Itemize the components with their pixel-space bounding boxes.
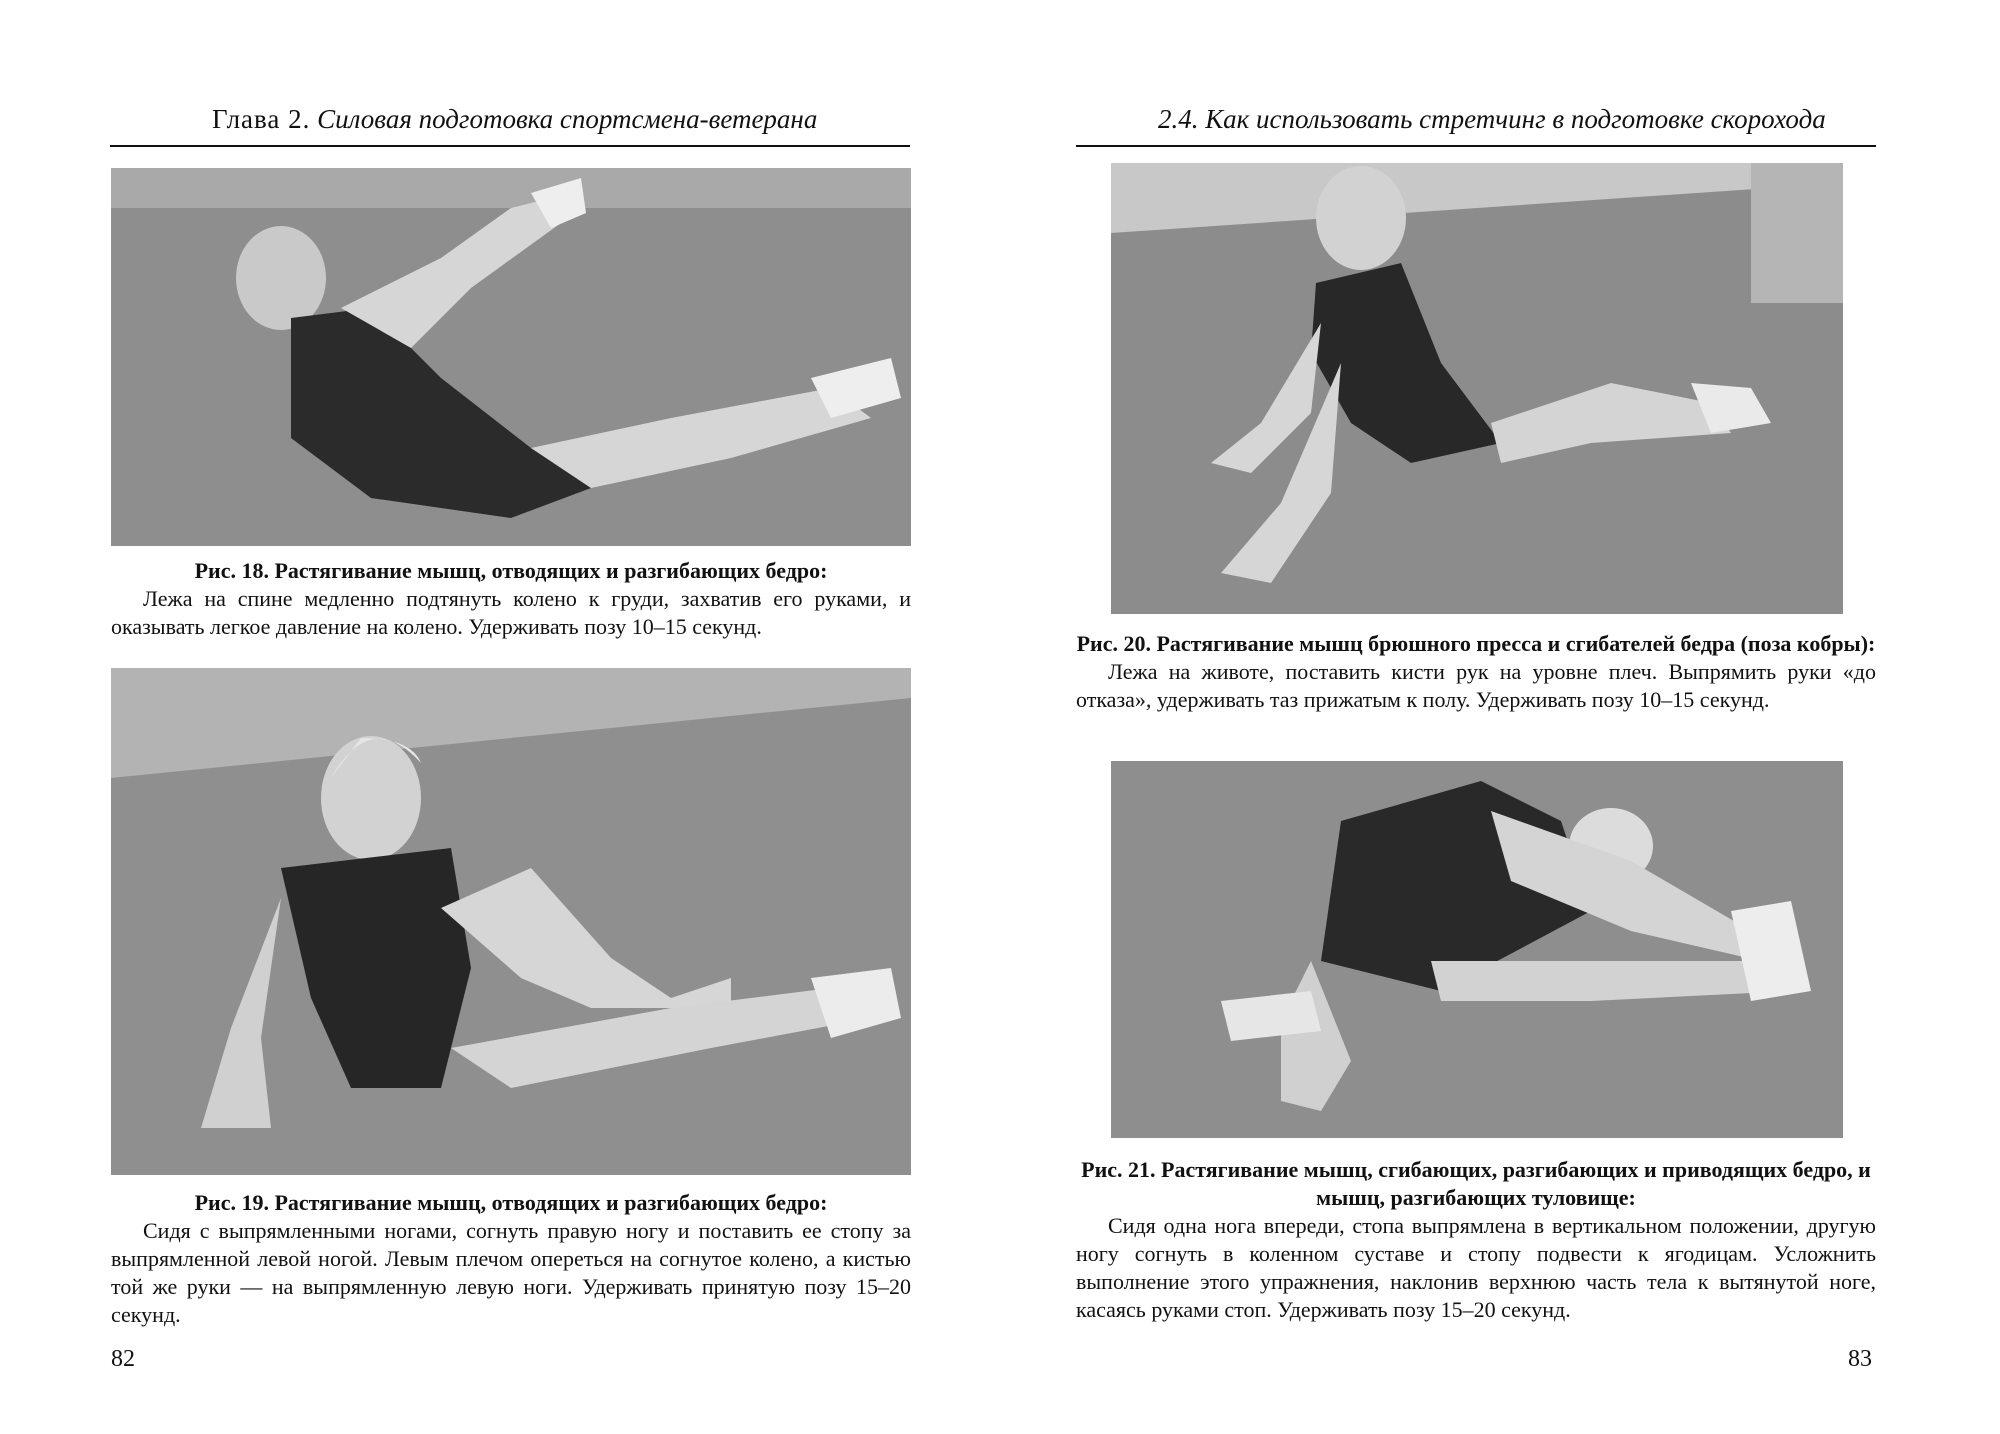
running-head-left xyxy=(212,102,817,136)
figure-19-title: Рис. 19. Растягивание мышц, отводящих и разгибающих бедро: xyxy=(194,1190,828,1215)
figure-21-caption xyxy=(1076,1156,1876,1324)
running-head-right xyxy=(1158,102,1826,136)
page-number-left: 82 xyxy=(111,1346,135,1372)
figure-19-photo xyxy=(111,668,911,1175)
figure-18-title: Рис. 18. Растягивание мышц, отводящих и разгибающих бедро: xyxy=(194,558,828,583)
right-page xyxy=(1000,0,2000,1434)
figure-19-caption xyxy=(111,1189,911,1329)
header-rule xyxy=(110,145,910,147)
figure-20-photo xyxy=(1111,163,1843,614)
page-number-right: 83 xyxy=(1848,1346,1872,1372)
header-rule xyxy=(1076,145,1876,147)
figure-18-caption xyxy=(111,557,911,641)
figure-18-photo xyxy=(111,168,911,546)
figure-20-caption xyxy=(1076,630,1876,714)
figure-21-title: Рис. 21. Растягивание мышц, сгибающих, разгибающих и приводящих бедро, и мышц, разгибающих туловище: xyxy=(1081,1157,1871,1210)
figure-21-text: Сидя одна нога впереди, стопа выпрямлена в вертикальном положении, другую ногу согнуть в коленном суставе и стопу подвести к ягодицам. Усложнить выполнение этого упражнения, наклонив верхнюю часть тела к вытянутой ноге, касаясь руками стоп. Удерживать позу 15–20 секунд. xyxy=(1076,1213,1876,1322)
lying-knee-pull-illustration xyxy=(111,168,911,546)
figure-20-title: Рис. 20. Растягивание мышц брюшного пресса и сгибателей бедра (поза кобры): xyxy=(1076,631,1876,656)
figure-18-text: Лежа на спине медленно подтянуть колено к груди, захватив его руками, и оказывать легкое давление на колено. Удерживать позу 10–15 секунд. xyxy=(111,586,911,639)
figure-19-text: Сидя с выпрямленными ногами, согнуть правую ногу и поставить ее стопу за выпрямленной левой ногой. Левым плечом опереться на согнутое колено, а кистью той же руки — на выпрямленную левую ноги. Удерживать принятую позу 15–20 секунд. xyxy=(111,1218,911,1327)
chapter-label: Глава 2. xyxy=(212,104,311,134)
section-title: 2.4. Как использовать стретчинг в подготовке скорохода xyxy=(1158,104,1826,134)
figure-20-text: Лежа на животе, поставить кисти рук на уровне плеч. Выпрямить руки «до отказа», удерживать таз прижатым к полу. Удерживать позу 10–15 секунд. xyxy=(1076,659,1876,712)
hurdler-stretch-illustration xyxy=(1111,761,1843,1138)
figure-21-photo xyxy=(1111,761,1843,1138)
cobra-pose-illustration xyxy=(1111,163,1843,614)
chapter-title: Силовая подготовка спортсмена-ветерана xyxy=(317,104,818,134)
seated-twist-illustration xyxy=(111,668,911,1175)
